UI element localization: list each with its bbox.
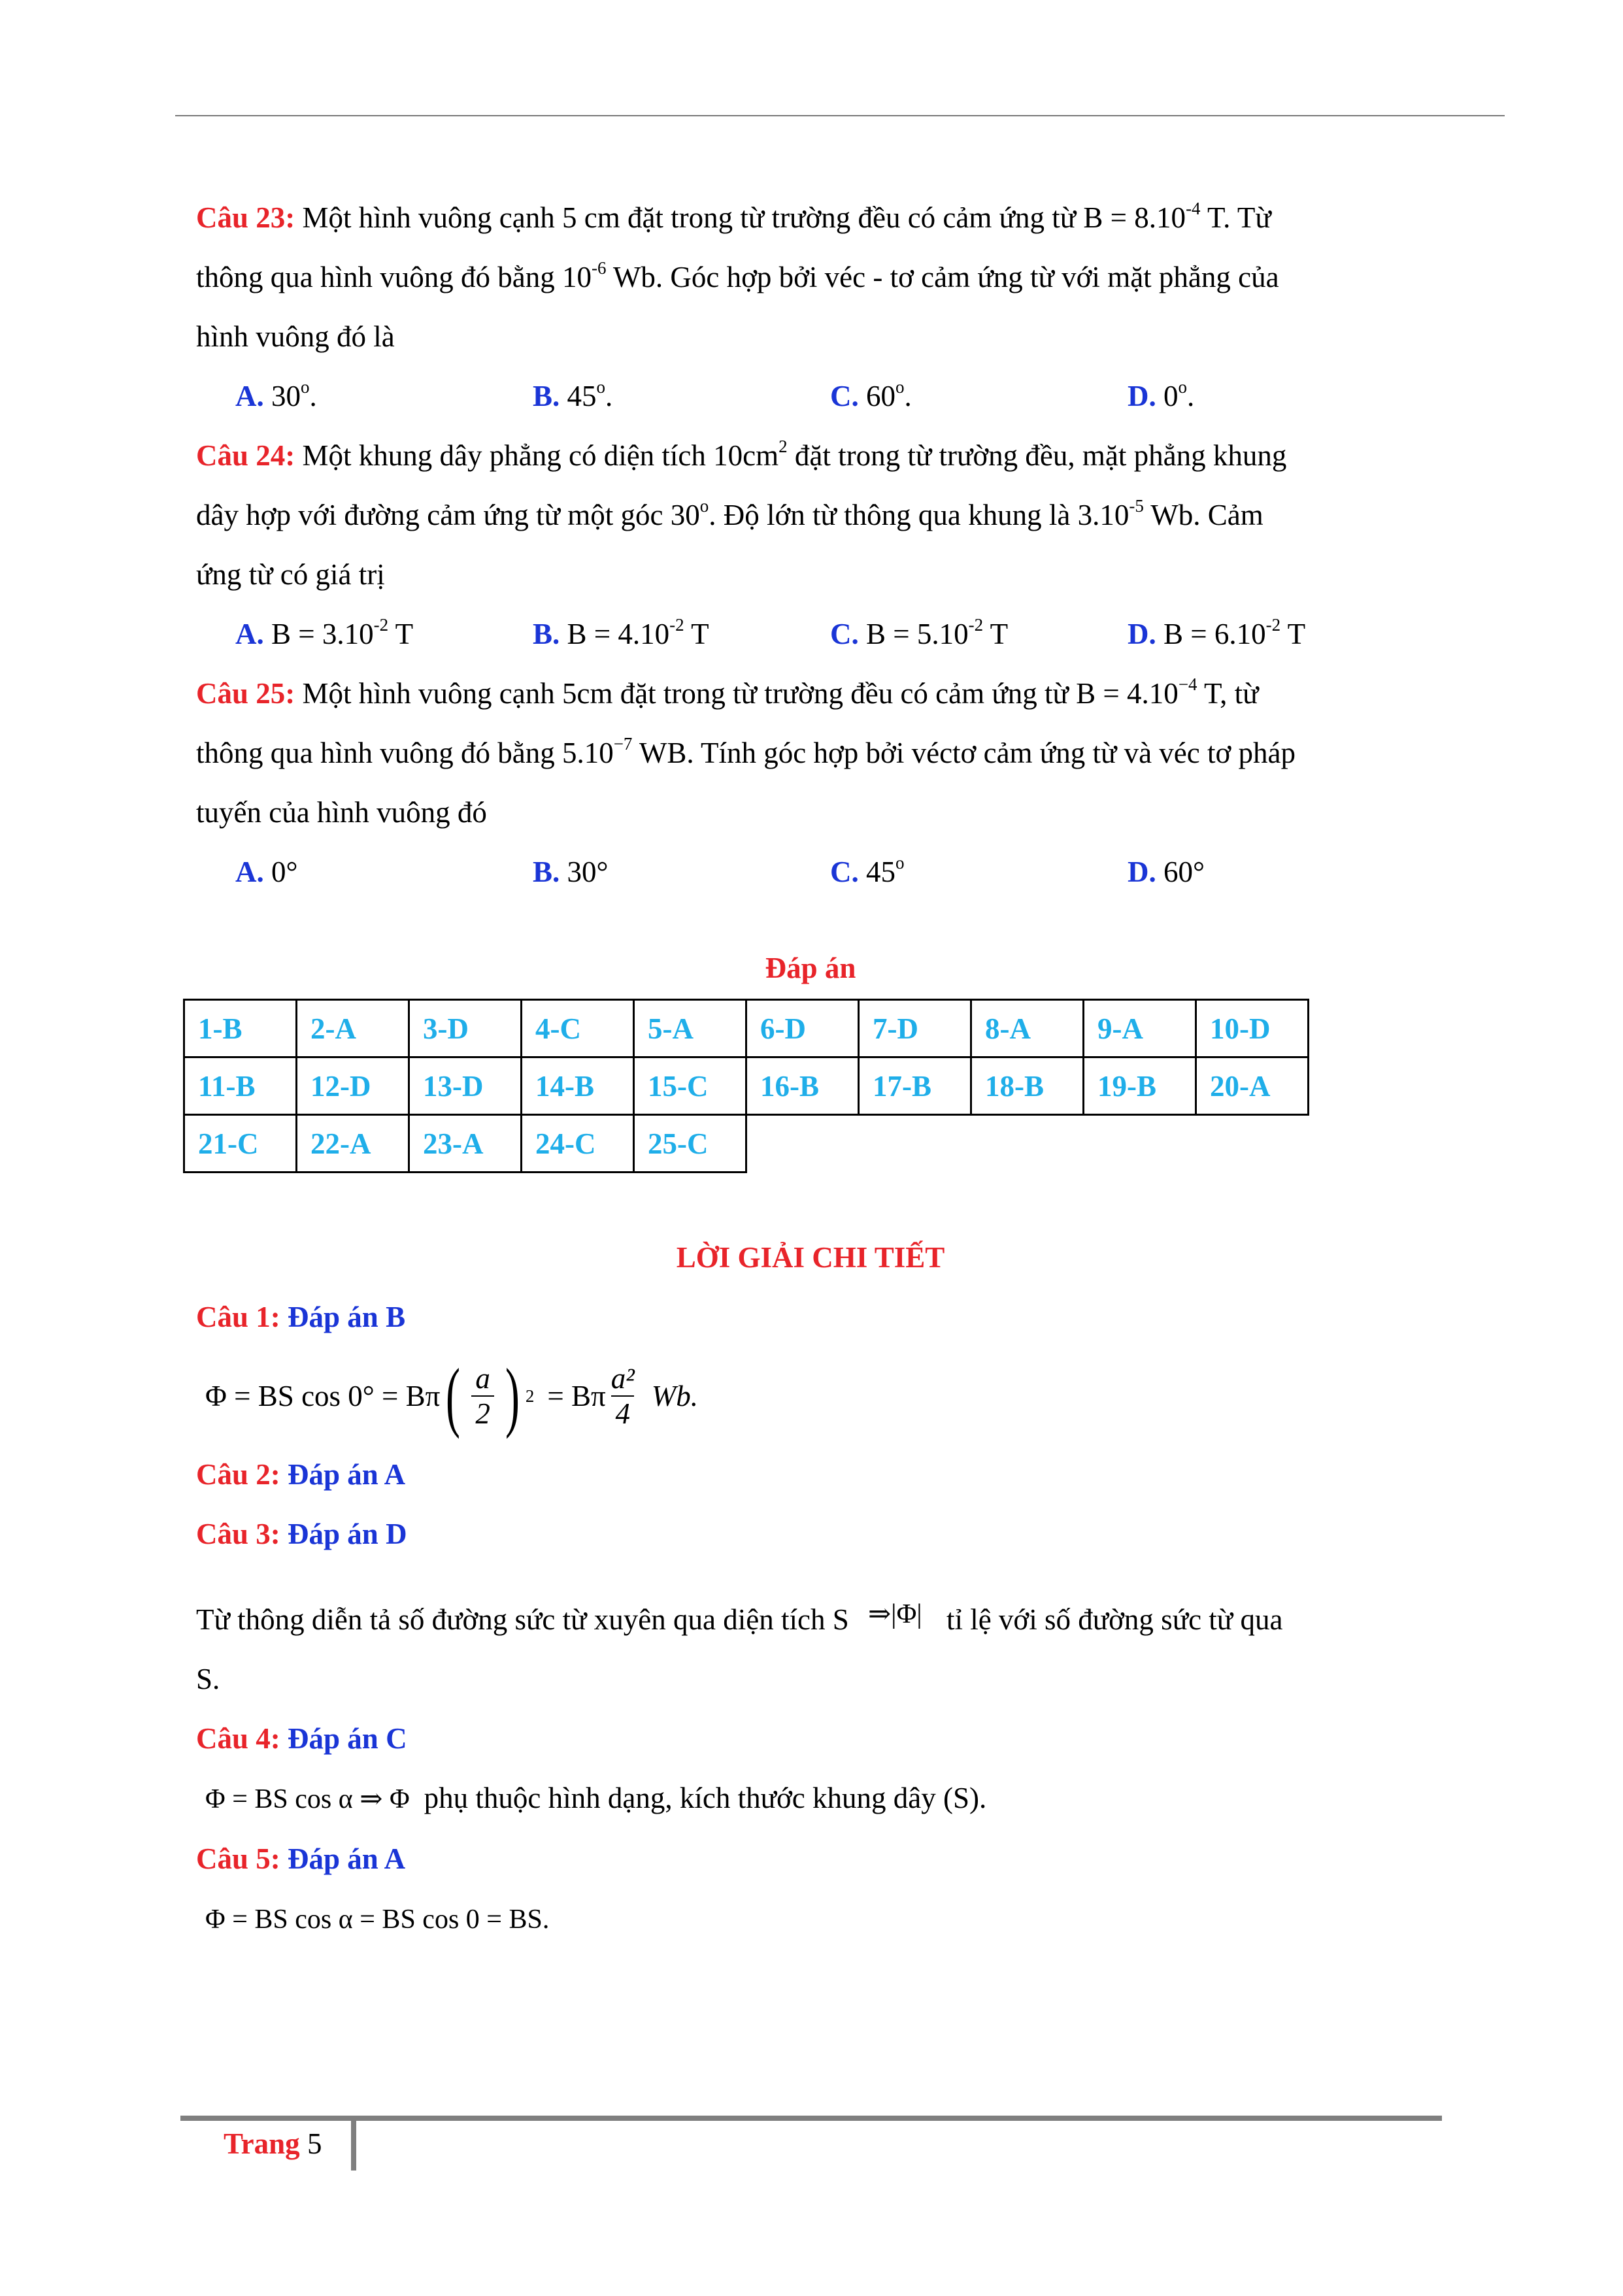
header-rule [175,115,1505,116]
option-b: B. 45$^o$. [533,377,613,412]
solution-5-heading: Câu 5: Đáp án A [196,1842,406,1875]
answer-cell: 9-A [1084,1000,1196,1057]
question-label: Câu 25: [196,677,295,710]
answer-cell: 25-C [634,1115,746,1173]
footer-separator [351,2121,356,2171]
fraction-a-over-2: $\frac{a}{2}$ [471,1361,494,1431]
answer-cell: 15-C [634,1057,746,1115]
table-row [184,1115,1309,1173]
answer-cell: 19-B [1084,1057,1196,1115]
solution-4-heading: Câu 4: Đáp án C [196,1722,407,1755]
solution-4-text: Φ = BS cos α ⇒ Φ phụ thuộc hình dạng, kích thước khung dây (S). [205,1782,987,1814]
answer-cell: 16-B [746,1057,859,1115]
table-row [184,1000,1309,1057]
answer-cell: 18-B [971,1057,1084,1115]
answer-cell: 7-D [859,1000,971,1057]
option-c: C. 45$^o$ [830,853,905,888]
answer-cell: 6-D [746,1000,859,1057]
answer-cell: 24-C [522,1115,634,1173]
solution-3-text: Từ thông diễn tả số đường sức từ xuyên qua diện tích S ⇒|Φ| tỉ lệ với số đường sức từ qua S. [196,1599,1283,1695]
option-d: D. 0$^o$. [1128,377,1195,412]
question-24: Câu 24: Một khung dây phẳng có diện tích $10cm^2$ đặt trong từ trường đều, mặt phẳng khung dây hợp với đường cảm ứng từ một góc 30$^o$. Độ lớn từ thông qua khung là $3.10^{-5}$ Wb. Cảm ứng từ có giá trị [196,437,1287,591]
option-b: B. $B = 4.10^{-2}$ T [533,615,709,650]
answer-cell: 3-D [409,1000,522,1057]
answer-cell: 11-B [184,1057,297,1115]
page-label: Trang [224,2127,300,2160]
table-row [184,1057,1309,1115]
left-paren: ( [446,1352,461,1439]
solution-2-heading: Câu 2: Đáp án A [196,1458,406,1491]
page-footer [224,2124,322,2163]
answer-cell: 4-C [522,1000,634,1057]
option-d: D. 60° [1128,856,1205,888]
answer-cell: 1-B [184,1000,297,1057]
solution-1-heading: Câu 1: Đáp án B [196,1301,406,1333]
empty-cell [746,1115,859,1173]
formula-1: Φ = BS cos 0° = Bπ ( $\frac{a}{2}$ ) 2 = Bπ $\frac{\text{a²}}{4}$ Wb. [205,1352,698,1439]
solution-5-formula: Φ = BS cos α = BS cos 0 = BS. [205,1905,550,1935]
answer-cell: 21-C [184,1115,297,1173]
empty-cell [1196,1115,1309,1173]
option-b: B. 30° [533,856,609,888]
option-a: A. $B = 3.10^{-2}$ T [235,615,414,650]
answer-cell: 17-B [859,1057,971,1115]
option-a: A. 0° [235,856,298,888]
answer-cell: 12-D [297,1057,409,1115]
options-24 [196,605,1425,664]
options-25 [196,842,1425,902]
answer-key-title: Đáp án [765,952,856,984]
answer-cell: 13-D [409,1057,522,1115]
answer-cell: 23-A [409,1115,522,1173]
option-d: D. $B = 6.10^{-2}$ T [1128,615,1306,650]
question-label: Câu 23: [196,201,295,234]
option-a: A. 30$^o$. [235,377,317,412]
page-content [196,188,1425,1950]
answer-cell: 5-A [634,1000,746,1057]
answer-cell: 10-D [1196,1000,1309,1057]
page-number: 5 [307,2127,322,2160]
empty-cell [971,1115,1084,1173]
answer-cell: 20-A [1196,1057,1309,1115]
option-c: C. 60$^o$. [830,377,912,412]
answer-cell: 2-A [297,1000,409,1057]
empty-cell [1084,1115,1196,1173]
question-label: Câu 24: [196,439,295,472]
solution-title: LỜI GIẢI CHI TIẾT [676,1241,945,1274]
answer-cell: 14-B [522,1057,634,1115]
empty-cell [859,1115,971,1173]
question-23: Câu 23: Một hình vuông cạnh 5 cm đặt trong từ trường đều có cảm ứng từ $B = 8.10^{-4}$ T. Từ thông qua hình vuông đó bằng $10^{-6}$ Wb. Góc hợp bởi véc - tơ cảm ứng từ với mặt phẳng của hình vuông đó là [196,199,1279,353]
answer-key-table [183,999,1309,1173]
options-23 [196,367,1425,426]
right-paren: ) [505,1352,520,1439]
answer-cell: 22-A [297,1115,409,1173]
fraction-a2-over-4: $\frac{\text{a²}}{4}$ [611,1362,635,1430]
question-25: Câu 25: Một hình vuông cạnh 5cm đặt trong từ trường đều có cảm ứng từ $B = 4.10^{-4}$ T, từ thông qua hình vuông đó bằng $5.10^{-7}$ WB. Tính góc hợp bởi véctơ cảm ứng từ và véc tơ pháp tuyến của hình vuông đó [196,674,1296,829]
solution-3-heading: Câu 3: Đáp án D [196,1518,407,1550]
answer-cell: 8-A [971,1000,1084,1057]
option-c: C. $B = 5.10^{-2}$ T [830,615,1009,650]
footer-rule [180,2116,1442,2121]
